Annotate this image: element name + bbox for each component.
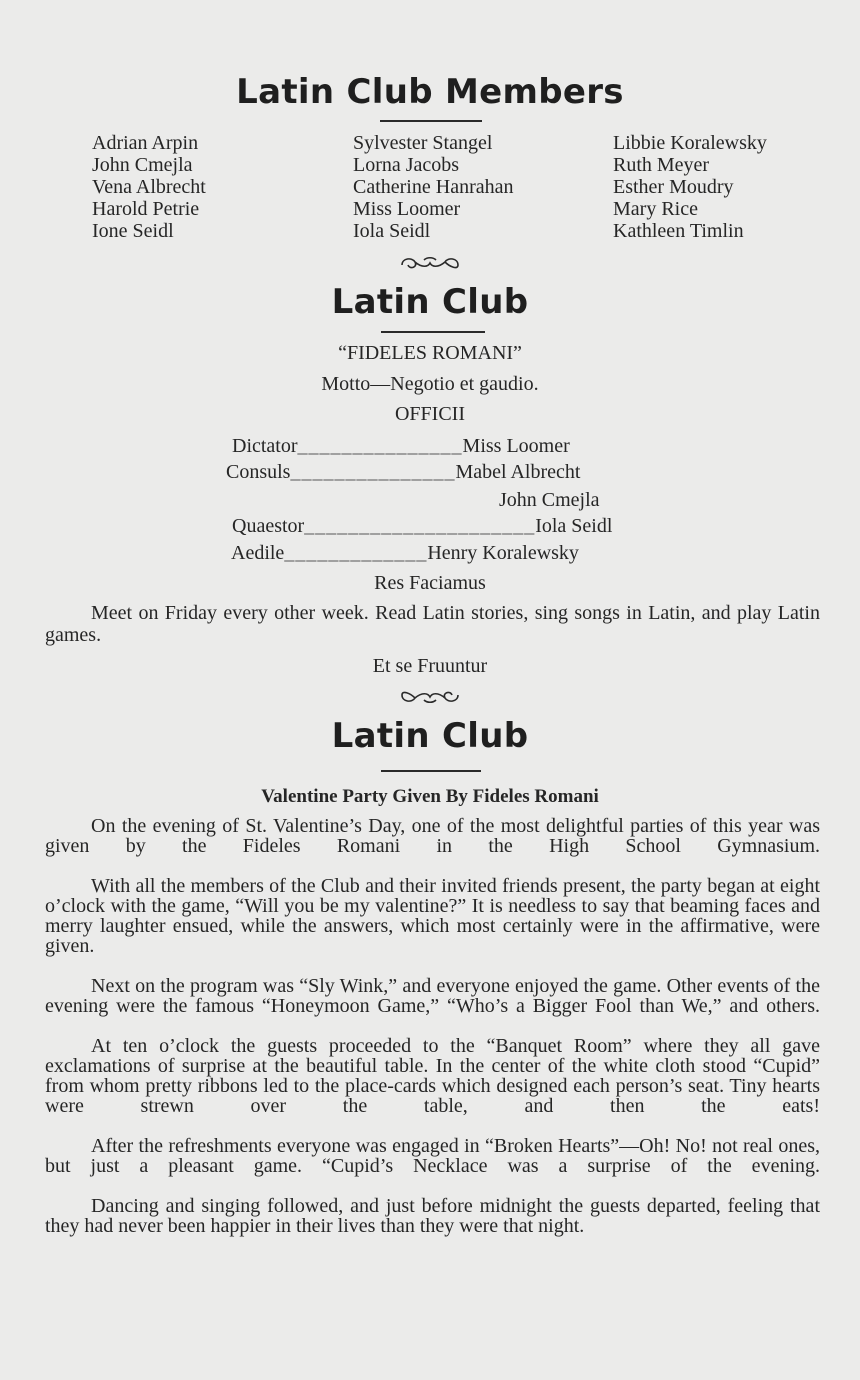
club-motto: Motto—Negotio et gaudio. (321, 373, 539, 395)
party-heading: Latin Club (331, 716, 529, 756)
officer-row (232, 514, 612, 538)
members-heading-rule (380, 120, 482, 122)
activities-text: Meet on Friday every other week. Read Latin stories, sing songs in Latin, and play Latin games. (45, 602, 820, 646)
officer-leader: _____________________ (304, 515, 536, 537)
article-paragraph: With all the members of the Club and their invited friends present, the party began at eight o’clock with the game, “Will you be my valentine?” It is needless to say that beaming faces and merry laughter ensued, while the answers, which most certainly were in the affirmative, were given. (45, 875, 820, 957)
club-heading-rule (381, 331, 485, 333)
officer-name: Miss Loomer (462, 435, 570, 457)
member-name: Lorna Jacobs (353, 154, 460, 176)
article-paragraph: Dancing and singing followed, and just before midnight the guests departed, feeling that they had never been happier in their lives than they were that night. (45, 1195, 820, 1237)
club-name: “FIDELES ROMANI” (338, 342, 522, 364)
member-name: Ruth Meyer (613, 154, 710, 176)
club-heading: Latin Club (331, 282, 529, 322)
officer-row (231, 541, 579, 565)
flourish-ornament-svg (398, 688, 462, 706)
flourish-ornament (0, 688, 860, 711)
party-article (45, 816, 820, 1236)
officer-role: Quaestor (232, 515, 305, 537)
member-name: Miss Loomer (353, 198, 461, 220)
member-name: Vena Albrecht (92, 176, 206, 198)
article-paragraph: After the refreshments everyone was engaged in “Broken Hearts”—Oh! No! not real ones, but just a pleasant game. “Cupid’s Necklace was a surprise of the evening. (45, 1135, 820, 1177)
flourish-ornament (0, 254, 860, 277)
officers-heading: OFFICII (394, 403, 465, 425)
article-paragraph: Next on the program was “Sly Wink,” and everyone enjoyed the game. Other events of the evening were the famous “Honeymoon Game,” “Who’s a Bigger Fool than We,” and others. (45, 975, 820, 1017)
party-subtitle: Valentine Party Given By Fideles Romani (261, 786, 599, 807)
members-column-1 (92, 132, 206, 242)
officer-role: Consuls (226, 461, 291, 483)
officer-leader: _______________ (297, 435, 463, 457)
article-paragraph: At ten o’clock the guests proceeded to the “Banquet Room” where they all gave exclamations of surprise at the beautiful table. In the center of the white cloth stood “Cupid” from whom pretty ribbons led to the place-cards which designed each person’s seat. Tiny hearts were strewn over the table, and then the eats! (45, 1035, 820, 1117)
member-name: Iola Seidl (353, 220, 431, 242)
party-heading-rule (381, 770, 481, 772)
officer-role: Dictator (232, 435, 298, 457)
article-paragraph: On the evening of St. Valentine’s Day, one of the most delightful parties of this year was given by the Fideles Romani in the High School Gymnasium. (45, 815, 820, 857)
closing-line: Et se Fruuntur (372, 655, 488, 677)
member-name: Esther Moudry (613, 176, 734, 198)
member-name: Adrian Arpin (92, 132, 199, 154)
officer-leader: _______________ (290, 461, 456, 483)
members-column-2 (353, 132, 513, 242)
officer-leader: _____________ (284, 542, 428, 564)
officer-role: Aedile (231, 542, 285, 564)
flourish-ornament-svg (398, 254, 462, 272)
members-column-3 (613, 132, 767, 242)
member-name: Mary Rice (613, 198, 698, 220)
member-name: Ione Seidl (92, 220, 174, 242)
officer-row (499, 488, 600, 512)
officer-name: Henry Koralewsky (427, 542, 579, 564)
member-name: Harold Petrie (92, 198, 200, 220)
member-name: John Cmejla (92, 154, 193, 176)
activities-paragraph (45, 602, 820, 646)
activities-heading: Res Faciamus (374, 572, 486, 594)
officer-row (226, 460, 580, 484)
officer-name: John Cmejla (499, 489, 600, 511)
officer-row (232, 434, 570, 458)
members-heading: Latin Club Members (236, 72, 624, 112)
officer-name: Mabel Albrecht (455, 461, 581, 483)
member-name: Kathleen Timlin (613, 220, 744, 242)
member-name: Libbie Koralewsky (613, 132, 767, 154)
member-name: Catherine Hanrahan (353, 176, 514, 198)
member-name: Sylvester Stangel (353, 132, 493, 154)
officer-name: Iola Seidl (535, 515, 613, 537)
